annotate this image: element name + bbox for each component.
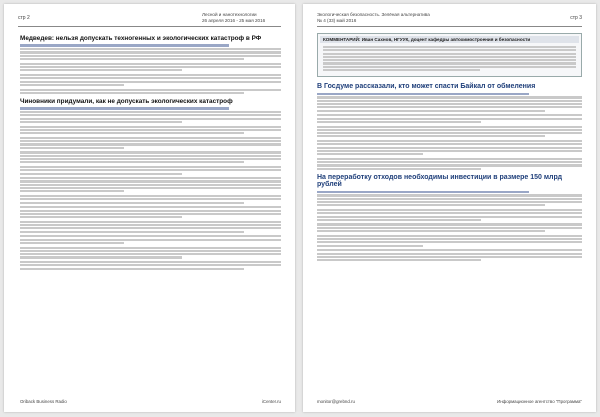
header-rule (18, 26, 281, 27)
paragraph (317, 140, 582, 155)
footer-site: iCenter.ru (261, 399, 281, 404)
paragraph (317, 158, 582, 170)
left-header-info (202, 12, 265, 23)
comment-box-title: КОММЕНТАРИЙ: Иван Сахнов, НГУУК, доцент кафедры автохимостроения и безопасности (320, 36, 579, 43)
left-page-content (20, 31, 281, 272)
paragraph (20, 247, 281, 259)
footer-agency: Информационное агентство "Программа" (497, 399, 582, 404)
paragraph (20, 111, 281, 123)
right-header-line: № 4 (33) май 2016 (317, 17, 357, 23)
paragraph (317, 209, 582, 221)
left-header-line: Лесной и нанотехнологии (202, 12, 257, 17)
left-page (4, 4, 295, 412)
paragraph (20, 151, 281, 163)
paragraph (317, 249, 582, 261)
paragraph (20, 235, 281, 244)
article-title: В Госдуме рассказали, кто может спасти Байкал от обмеления (317, 83, 536, 91)
paragraph (20, 126, 281, 135)
left-header-line: 26 апреля 2016 - 25 мая 2016 (202, 17, 266, 23)
paragraph (20, 177, 281, 192)
paragraph (20, 195, 281, 204)
paragraph (20, 206, 281, 218)
right-page (303, 4, 596, 412)
left-page-number: стр 2 (18, 15, 30, 21)
right-page-content (317, 31, 582, 264)
paragraph (317, 126, 582, 138)
footer-source: Oriback Business Radio (20, 399, 67, 404)
right-header-line: Экологическая безопасность. Зелёная альтернатива (317, 12, 430, 17)
paragraph (20, 166, 281, 175)
paragraph (317, 194, 582, 206)
paragraph (317, 235, 582, 247)
article-meta (20, 107, 229, 109)
paragraph (20, 74, 281, 86)
paragraph (20, 137, 281, 149)
paragraph (20, 221, 281, 233)
paragraph (20, 48, 281, 60)
paragraph (20, 261, 281, 270)
article-title: Чиновники придумали, как не допускать экологических катастроф (20, 97, 233, 105)
comment-box (317, 33, 582, 77)
article-title: На переработку отходов необходимы инвестиции в размере 150 млрд рублей (317, 173, 563, 189)
article-meta (317, 191, 529, 193)
footer-email: monitor@grebnd.ru (317, 399, 355, 404)
article-meta (20, 44, 229, 46)
paragraph (20, 89, 281, 94)
right-header-info (317, 12, 430, 23)
paragraph (20, 63, 281, 72)
paragraph (317, 96, 582, 111)
article-meta (317, 93, 529, 95)
article-title: Медведев: нельзя допускать техногенных и экологических катастроф в РФ (20, 35, 262, 42)
paragraph (317, 114, 582, 123)
right-page-header (303, 12, 596, 26)
paragraph (317, 223, 582, 232)
header-rule (317, 26, 582, 27)
left-page-header (4, 12, 295, 26)
right-page-number: стр 3 (570, 15, 582, 21)
